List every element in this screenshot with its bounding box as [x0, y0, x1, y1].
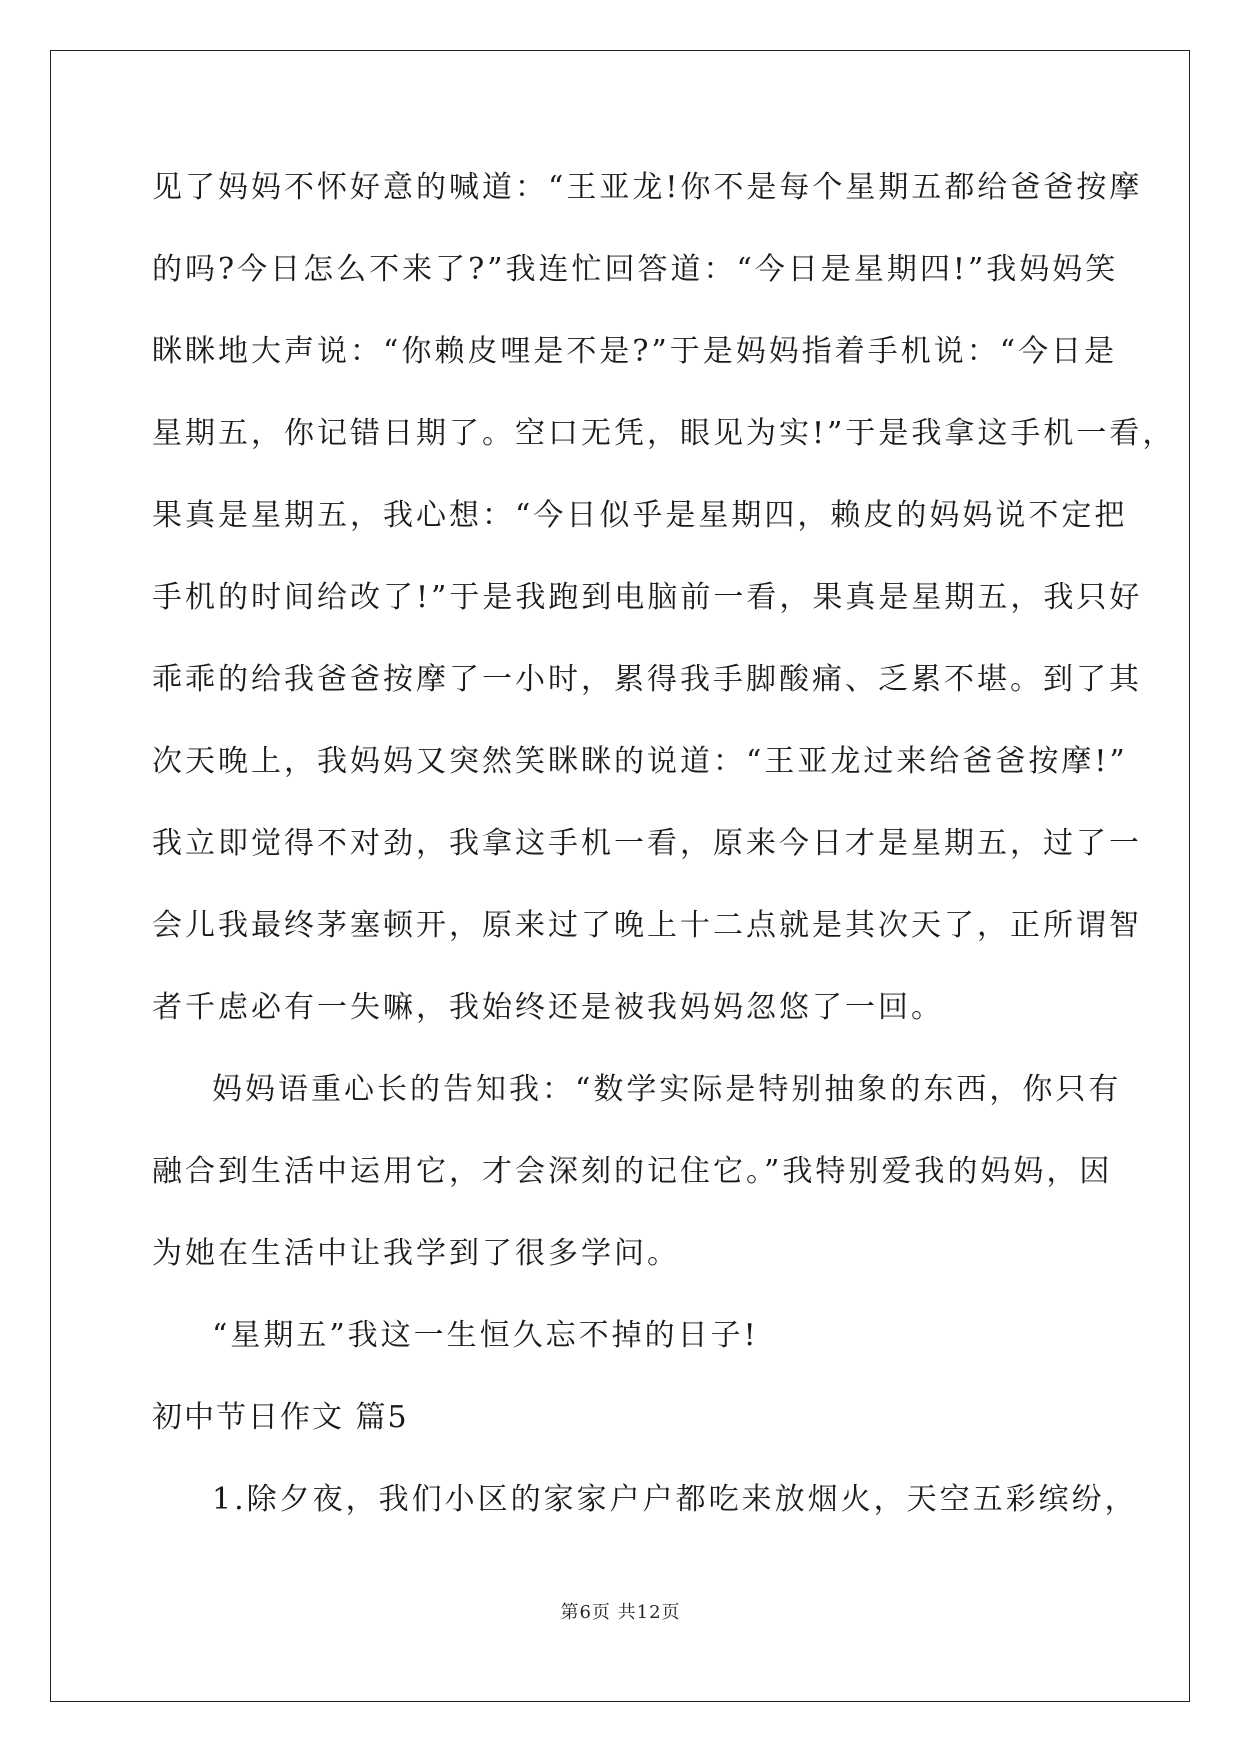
paragraph-start-line: 妈妈语重心长的告知我：“数学实际是特别抽象的东西，你只有 — [212, 1072, 1122, 1107]
text-line: 为她在生活中让我学到了很多学问。 — [152, 1236, 680, 1271]
text-line: 手机的时间给改了!”于是我跑到电脑前一看，果真是星期五，我只好 — [152, 580, 1143, 615]
text-line: 见了妈妈不怀好意的喊道：“王亚龙!你不是每个星期五都给爸爸按摩 — [152, 170, 1143, 205]
page-number-footer: 第6页 共12页 — [560, 1602, 681, 1623]
section-heading: 初中节日作文 篇5 — [152, 1400, 409, 1435]
text-line: 乖乖的给我爸爸按摩了一小时，累得我手脚酸痛、乏累不堪。到了其 — [152, 662, 1142, 697]
text-line: 星期五，你记错日期了。空口无凭，眼见为实!”于是我拿这手机一看， — [152, 416, 1176, 451]
text-line: 眯眯地大声说：“你赖皮哩是不是?”于是妈妈指着手机说：“今日是 — [152, 334, 1118, 369]
text-line: 次天晚上，我妈妈又突然笑眯眯的说道：“王亚龙过来给爸爸按摩!” — [152, 744, 1128, 779]
text-line: 融合到生活中运用它，才会深刻的记住它。”我特别爱我的妈妈，因 — [152, 1154, 1113, 1189]
text-line: 会儿我最终茅塞顿开，原来过了晚上十二点就是其次天了，正所谓智 — [152, 908, 1142, 943]
document-body — [152, 158, 1176, 1552]
text-line: 者千虑必有一失嘛，我始终还是被我妈妈忽悠了一回。 — [152, 990, 944, 1025]
text-line: 的吗?今日怎么不来了?”我连忙回答道：“今日是星期四!”我妈妈笑 — [152, 252, 1119, 287]
text-line: 果真是星期五，我心想：“今日似乎是星期四，赖皮的妈妈说不定把 — [152, 498, 1128, 533]
text-line: 我立即觉得不对劲，我拿这手机一看，原来今日才是星期五，过了一 — [152, 826, 1142, 861]
list-item-line: 1.除夕夜，我们小区的家家户户都吃来放烟火，天空五彩缤纷， — [212, 1482, 1138, 1517]
paragraph-start-line: “星期五”我这一生恒久忘不掉的日子! — [212, 1318, 759, 1353]
